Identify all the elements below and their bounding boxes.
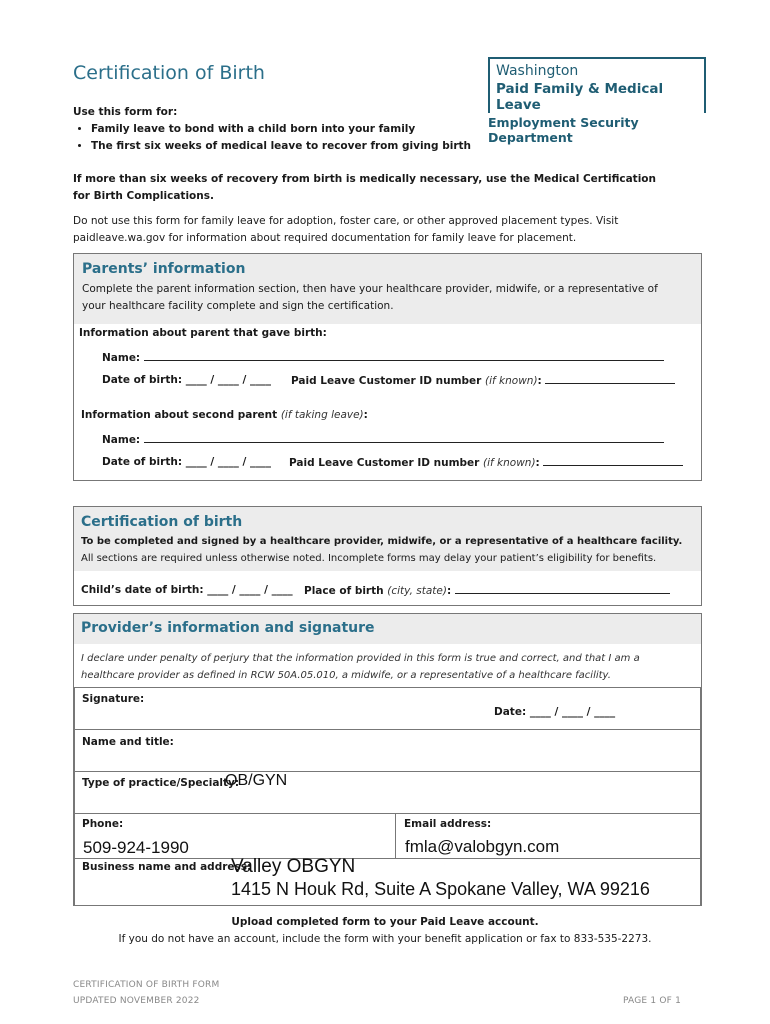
intro-warning: If more than six weeks of recovery from birth is medically necessary, use the Medical Certification for Birth Complications. [73, 173, 656, 202]
parent2-id-row: Paid Leave Customer ID number (if known): [289, 454, 683, 472]
parent2-name-row [102, 431, 664, 449]
child-dob-label: Child’s date of birth: [81, 584, 204, 596]
logo-line-esd: Employment Security Department [488, 115, 639, 145]
email-label: Email address: [404, 818, 492, 830]
upload-line2: If you do not have an account, include the form with your benefit application or fax to 833-535-2273. [118, 933, 652, 945]
business-address: 1415 N Houk Rd, Suite A Spokane Valley, WA 99216 [231, 879, 650, 899]
intro-note: Do not use this form for family leave for adoption, foster care, or other approved placement types. Visit paidleave.wa.gov for information about required documentation for family leave for placement. [73, 215, 619, 244]
if-known: (if known) [485, 375, 538, 387]
parents-header [74, 254, 701, 324]
logo-line-washington: Washington [496, 63, 579, 79]
date-label: Date: [494, 706, 527, 718]
parents-section [73, 253, 702, 481]
practice-cell[interactable] [74, 771, 701, 814]
wa-pfml-logo [488, 57, 706, 145]
name-title-label: Name and title: [82, 736, 174, 748]
customer-id-label: Paid Leave Customer ID number [291, 375, 482, 387]
parent2-dob-field[interactable]: ____ / ____ / ____ [185, 456, 271, 468]
logo-line-pfml: Paid Family & Medical Leave [496, 81, 664, 113]
footer-page: PAGE 1 OF 1 [623, 996, 682, 1006]
footer-updated: UPDATED NOVEMBER 2022 [73, 996, 200, 1006]
provider-section [73, 613, 702, 906]
declaration: I declare under penalty of perjury that the information provided in this form is true and correct, and that I am a healthcare provider as defined in RCW 50A.05.010, a midwife, or a representative of a healthcare facility. [81, 653, 640, 681]
parents-heading: Parents’ information [82, 261, 246, 277]
footer-form-name: CERTIFICATION OF BIRTH FORM [73, 980, 220, 990]
signature-label: Signature: [82, 693, 145, 705]
use-label: Use this form for: [73, 106, 178, 118]
child-dob-row [81, 582, 293, 599]
business-cell[interactable] [74, 858, 701, 906]
sign-date-field[interactable]: ____ / ____ / ____ [529, 706, 616, 718]
upload-line1: Upload completed form to your Paid Leave account. [231, 916, 539, 928]
cert-header [74, 507, 701, 571]
signature-cell[interactable] [74, 687, 701, 730]
if-taking-leave: (if taking leave) [280, 409, 364, 421]
use-item: • The first six weeks of medical leave to recover from giving birth [91, 138, 473, 155]
dob-label: Date of birth: [102, 374, 183, 386]
if-known: (if known) [483, 457, 536, 469]
phone-cell[interactable] [74, 813, 396, 859]
intro-use [73, 104, 473, 155]
parent2-label-row: Information about second parent (if taking leave): [81, 409, 368, 421]
phone-value: 509-924-1990 [83, 838, 189, 857]
name-label: Name: [102, 352, 141, 364]
parent1-label: Information about parent that gave birth: [79, 327, 327, 339]
cert-note: All sections are required unless otherwise noted. Incomplete forms may delay your patient’s eligibility for benefits. [81, 553, 657, 564]
parent2-label: Information about second parent [81, 409, 278, 421]
place-row: Place of birth (city, state): [304, 582, 670, 600]
customer-id-label: Paid Leave Customer ID number [289, 457, 480, 469]
business-name: Valley OBGYN [231, 856, 356, 877]
page-title: Certification of Birth [73, 62, 265, 84]
email-cell[interactable] [395, 813, 701, 859]
name-label: Name: [102, 434, 141, 446]
parent2-dob-row [102, 454, 271, 471]
email-value: fmla@valobgyn.com [405, 837, 560, 856]
parents-instructions: Complete the parent information section, then have your healthcare provider, midwife, or a representative of your healthcare facility complete and sign the certification. [82, 283, 658, 312]
parent1-dob-row [102, 372, 271, 389]
practice-value: OB/GYN [225, 772, 288, 789]
name-title-cell[interactable] [74, 729, 701, 772]
place-field[interactable] [455, 582, 670, 594]
parent1-id-field[interactable] [545, 372, 675, 384]
sign-date-row [494, 704, 615, 721]
provider-header [74, 614, 701, 644]
parent1-name-field[interactable] [144, 349, 664, 361]
cert-section [73, 506, 702, 606]
child-dob-field[interactable]: ____ / ____ / ____ [207, 584, 293, 596]
cert-heading: Certification of birth [81, 514, 243, 530]
place-hint: (city, state) [387, 585, 447, 597]
parent1-dob-field[interactable]: ____ / ____ / ____ [185, 374, 271, 386]
provider-heading: Provider’s information and signature [81, 620, 375, 636]
use-item: • Family leave to bond with a child born into your family [91, 121, 473, 138]
phone-label: Phone: [82, 818, 124, 830]
use-list [73, 121, 473, 155]
parent2-id-field[interactable] [543, 454, 683, 466]
parent2-name-field[interactable] [144, 431, 664, 443]
cert-subheading: To be completed and signed by a healthcare provider, midwife, or a representative of a healthcare facility. [81, 536, 683, 547]
parent1-id-row: Paid Leave Customer ID number (if known): [291, 372, 675, 390]
business-label: Business name and address: [82, 861, 252, 873]
place-label: Place of birth [304, 585, 384, 597]
practice-label: Type of practice/Specialty: [82, 777, 240, 789]
parent1-name-row [102, 349, 664, 367]
dob-label: Date of birth: [102, 456, 183, 468]
